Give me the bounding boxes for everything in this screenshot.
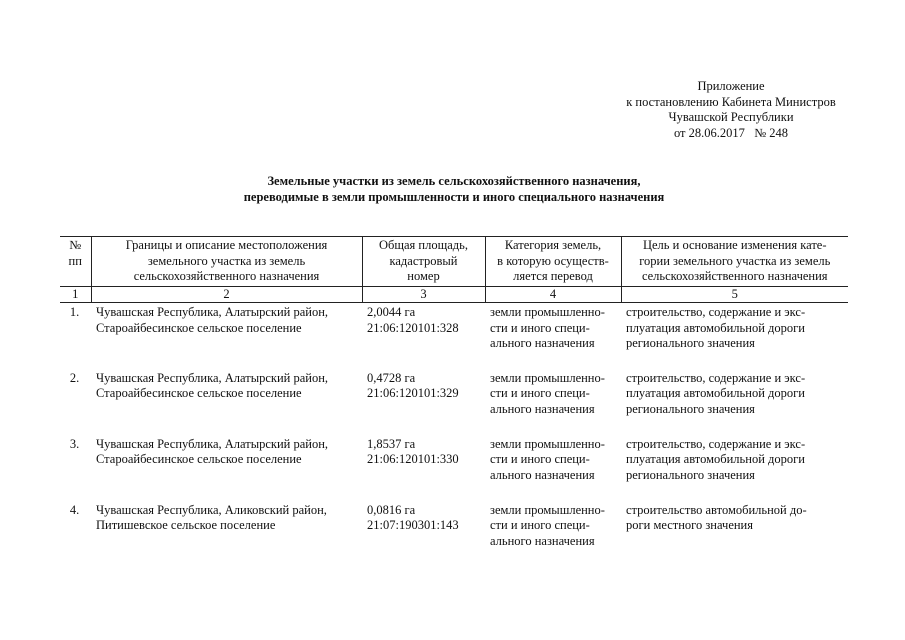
row-number: 2. — [69, 370, 80, 385]
cell-line: 21:06:120101:329 — [367, 386, 459, 400]
header-text: Категория земель, — [504, 238, 602, 252]
category-cell — [485, 501, 621, 561]
cell-line: 2,0044 га — [367, 305, 416, 319]
location-cell — [91, 303, 362, 369]
column-number-row — [60, 286, 848, 303]
cell-line: 21:06:120101:330 — [367, 452, 459, 466]
header-text: в которую осуществ- — [497, 253, 609, 268]
cell-line: сти и иного специ- — [490, 518, 590, 532]
category-cell — [485, 369, 621, 435]
cell-line: 21:06:120101:328 — [367, 320, 459, 335]
column-number: 1 — [60, 286, 91, 303]
table-row — [60, 435, 848, 501]
header-number — [60, 237, 91, 287]
header-text: сельскохозяйственного назначения — [133, 269, 320, 283]
cell-line: 0,4728 га — [367, 370, 416, 385]
location-cell — [91, 369, 362, 435]
title-line-2: переводимые в земли промышленности и иного специального назначения — [243, 189, 665, 204]
cell-line: сти и иного специ- — [490, 386, 590, 400]
area-cell — [362, 303, 485, 369]
cell-line: роги местного значения — [626, 518, 753, 532]
cell-line: сти и иного специ- — [490, 320, 590, 335]
column-number: 4 — [485, 286, 621, 303]
row-number: 3. — [69, 436, 80, 451]
header-text: Общая площадь, — [379, 238, 468, 252]
purpose-cell — [621, 369, 848, 435]
cell-line: ального назначения — [490, 467, 595, 482]
category-cell — [485, 435, 621, 501]
cell-line: Чувашская Республика, Аликовский район, — [96, 502, 327, 517]
header-text: сельскохозяйственного назначения — [641, 269, 828, 283]
header-text: № — [69, 238, 82, 252]
cell-line: земли промышленно- — [490, 305, 605, 319]
cell-line: Питишевское сельское поселение — [96, 518, 276, 532]
cell-line: Староайбесинское сельское поселение — [96, 320, 302, 335]
column-number: 3 — [362, 286, 485, 303]
header-text: номер — [407, 269, 440, 283]
cell-line: регионального значения — [626, 401, 755, 416]
cell-line: строительство, содержание и экс- — [626, 305, 806, 319]
column-number: 5 — [621, 286, 848, 303]
cell-line: ального назначения — [490, 336, 595, 350]
appendix-header — [600, 79, 862, 141]
header-text: земельного участка из земель — [147, 253, 306, 268]
cell-line: земли промышленно- — [490, 502, 605, 517]
purpose-cell — [621, 435, 848, 501]
purpose-cell — [621, 501, 848, 561]
header-text: ляется перевод — [513, 269, 593, 283]
resolution-date-number: от 28.06.2017 № 248 — [673, 125, 789, 140]
header-area — [362, 237, 485, 287]
area-cell — [362, 369, 485, 435]
republic-name: Чувашской Республики — [668, 110, 794, 124]
header-text: Цель и основание изменения кате- — [642, 238, 827, 252]
header-category — [485, 237, 621, 287]
cell-line: регионального значения — [626, 467, 755, 482]
header-text: гории земельного участка из земель — [639, 253, 831, 268]
document-title — [60, 174, 848, 205]
location-cell — [91, 501, 362, 561]
cell-line: плуатация автомобильной дороги — [626, 452, 805, 466]
cell-line: регионального значения — [626, 336, 755, 350]
cell-line: Староайбесинское сельское поселение — [96, 386, 302, 400]
cell-line: Чувашская Республика, Алатырский район, — [96, 370, 329, 385]
cell-line: Чувашская Республика, Алатырский район, — [96, 436, 329, 451]
cell-line: 1,8537 га — [367, 436, 416, 451]
cell-line: ального назначения — [490, 401, 595, 416]
table-row — [60, 303, 848, 369]
area-cell — [362, 501, 485, 561]
header-location — [91, 237, 362, 287]
cell-line: ального назначения — [490, 533, 595, 548]
cell-line: сти и иного специ- — [490, 452, 590, 466]
table-row — [60, 369, 848, 435]
cell-line: строительство автомобильной до- — [626, 502, 807, 517]
cell-line: земли промышленно- — [490, 436, 605, 451]
header-text: кадастровый — [389, 253, 458, 268]
header-purpose — [621, 237, 848, 287]
land-plots-table — [60, 236, 848, 561]
row-number: 4. — [69, 502, 80, 517]
header-text: Границы и описание местоположения — [125, 238, 328, 252]
cell-line: плуатация автомобильной дороги — [626, 320, 805, 335]
table-header-row — [60, 237, 848, 287]
title-line-1: Земельные участки из земель сельскохозяйственного назначения, — [267, 174, 641, 188]
resolution-reference: к постановлению Кабинета Министров — [626, 94, 836, 109]
column-number: 2 — [91, 286, 362, 303]
area-cell — [362, 435, 485, 501]
cell-line: земли промышленно- — [490, 370, 605, 385]
appendix-label: Приложение — [697, 79, 765, 93]
cell-line: строительство, содержание и экс- — [626, 436, 806, 451]
cell-line: Староайбесинское сельское поселение — [96, 452, 302, 466]
cell-line: плуатация автомобильной дороги — [626, 386, 805, 400]
cell-line: 0,0816 га — [367, 502, 416, 517]
location-cell — [91, 435, 362, 501]
cell-line: строительство, содержание и экс- — [626, 370, 806, 385]
table-row — [60, 501, 848, 561]
purpose-cell — [621, 303, 848, 369]
category-cell — [485, 303, 621, 369]
cell-line: 21:07:190301:143 — [367, 518, 459, 532]
row-number: 1. — [69, 305, 80, 319]
cell-line: Чувашская Республика, Алатырский район, — [96, 305, 329, 319]
header-text: пп — [68, 253, 82, 268]
